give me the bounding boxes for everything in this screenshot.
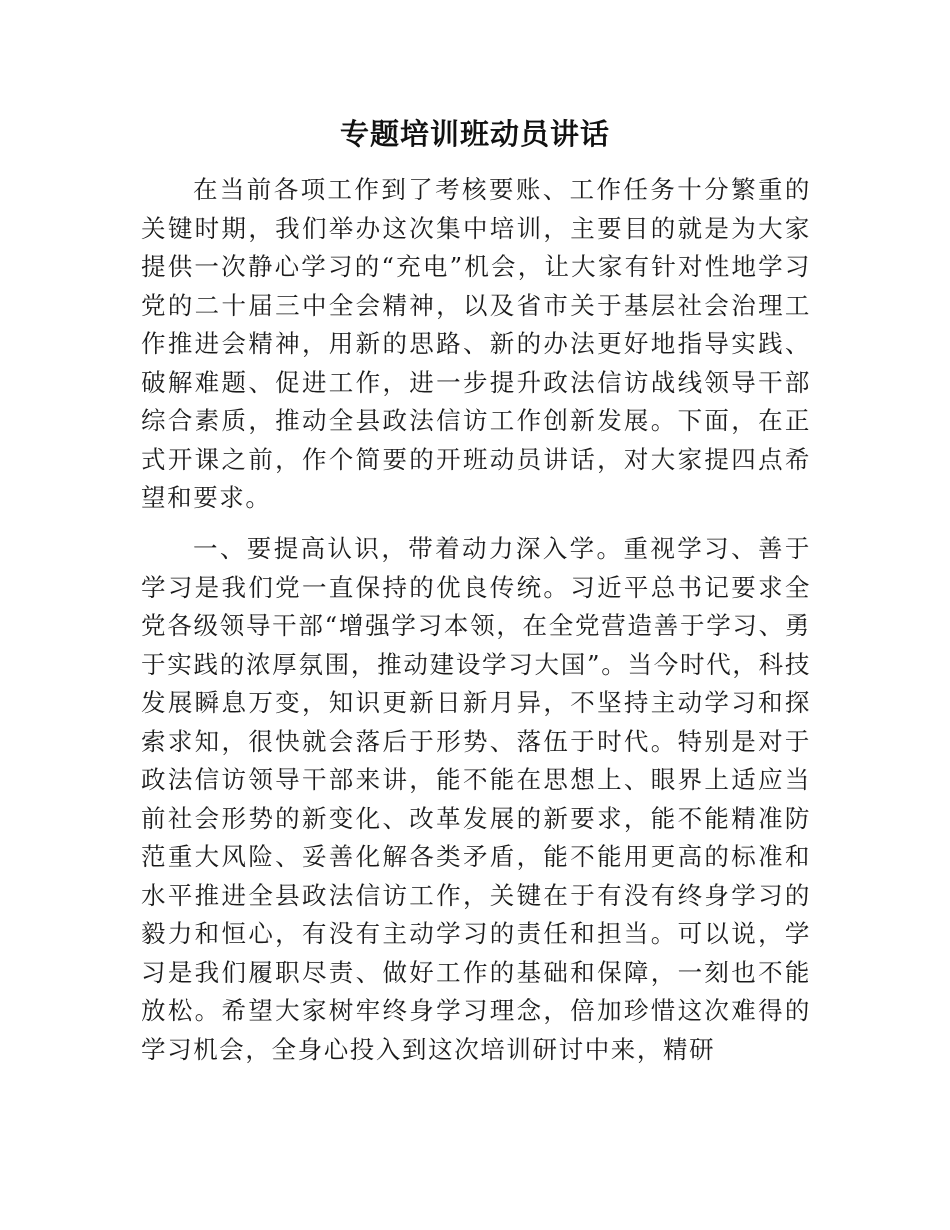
document-title: 专题培训班动员讲话 (339, 117, 610, 151)
paragraph-point-one: 一、要提高认识，带着动力深入学。重视学习、善于学习是我们党一直保持的优良传统。习近平总书记要求全党各级领导干部“增强学习本领，在全党营造善于学习、勇于实践的浓厚氛围，推动建设学习大国”。当今时代，科技发展瞬息万变，知识更新日新月异，不坚持主动学习和探索求知，很快就会落后于形势、落伍于时代。特别是对于政法信访领导干部来讲，能不能在思想上、眼界上适应当前社会形势的新变化、改革发展的新要求，能不能精准防范重大风险、妥善化解各类矛盾，能不能用更高的标准和水平推进全县政法信访工作，关键在于有没有终身学习的毅力和恒心，有没有主动学习的责任和担当。可以说，学习是我们履职尽责、做好工作的基础和保障，一刻也不能放松。希望大家树牢终身学习理念，倍加珍惜这次难得的学习机会，全身心投入到这次培训研讨中来，精研 (141, 534, 811, 1064)
paragraph-intro: 在当前各项工作到了考核要账、工作任务十分繁重的关键时期，我们举办这次集中培训，主要目的就是为大家提供一次静心学习的“充电”机会，让大家有针对性地学习党的二十届三中全会精神，以及省市关于基层社会治理工作推进会精神，用新的思路、新的办法更好地指导实践、破解难题、促进工作，进一步提升政法信访战线领导干部综合素质，推动全县政法信访工作创新发展。下面，在正式开课之前，作个简要的开班动员讲话，对大家提四点希望和要求。 (141, 175, 811, 512)
